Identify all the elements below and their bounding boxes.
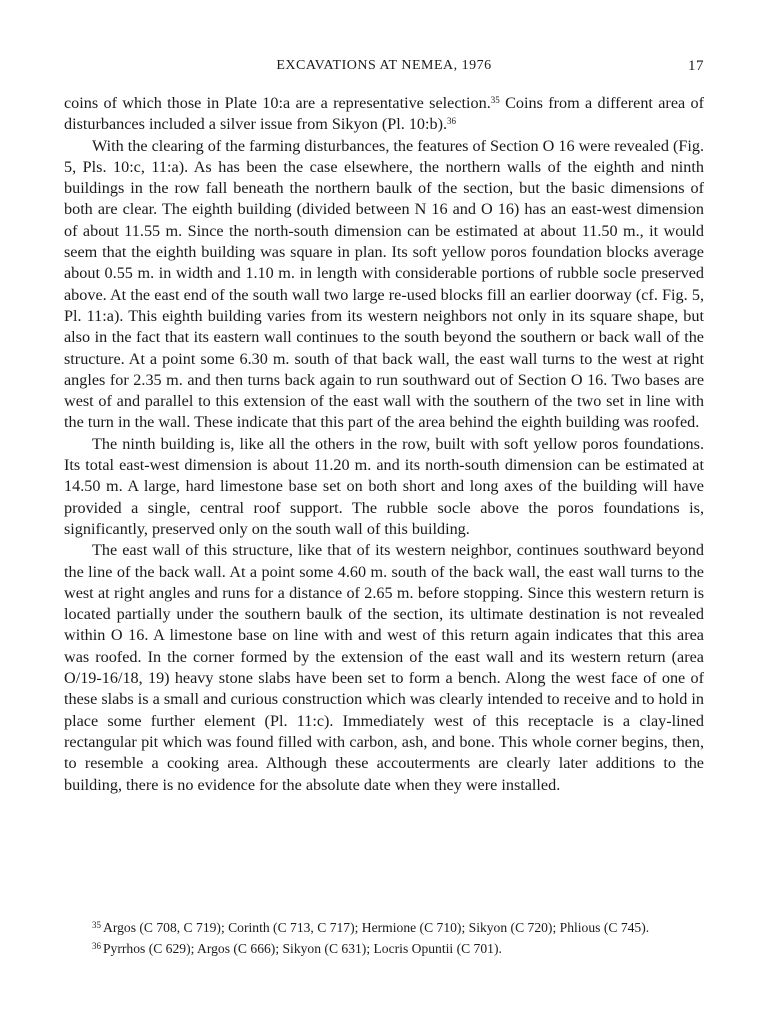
paragraph-continued: [64, 93, 704, 136]
footnote-number: 36: [92, 941, 101, 951]
body-text: [64, 93, 704, 796]
paragraph-eighth-building: With the clearing of the farming disturbances, the features of Section O 16 were revealed (Fig. 5, Pls. 10:c, 11:a). As has been the case elsewhere, the northern walls of the eighth and ninth buildings in the row fall beneath the northern baulk of the section, but the basic dimensions of both are clear. The eighth building (divided between N 16 and O 16) has an east-west dimension of about 11.55 m. Since the north-south dimension can be estimated at about 11.50 m., it would seem that the eighth building was square in plan. Its soft yellow poros foundation blocks average about 0.55 m. in width and 1.10 m. in length with considerable portions of rubble socle preserved above. At the east end of the south wall two large re-used blocks fill an earlier doorway (cf. Fig. 5, Pl. 11:a). This eighth building varies from its western neighbors not only in its square shape, but also in the fact that its eastern wall continues to the south beyond the southern or back wall of the structure. At a point some 6.30 m. south of that back wall, the east wall turns to the west at right angles for 2.35 m. and then turns back again to run southward out of Section O 16. Two bases are west of and parallel to this extension of the east wall with the southern of the two set in line with the turn in the wall. These indicate that this part of the area behind the eighth building was roofed.: [64, 136, 705, 432]
footnote-text: Pyrrhos (C 629); Argos (C 666); Sikyon (C 631); Locris Opuntii (C 701).: [103, 941, 502, 956]
footnote-text: Argos (C 708, C 719); Corinth (C 713, C 717); Hermione (C 710); Sikyon (C 720); Phlious (C 745).: [103, 920, 650, 935]
paragraph-text: coins of which those in Plate 10:a are a representative selection.: [64, 94, 491, 112]
footnotes: [64, 916, 704, 958]
running-head: [64, 58, 704, 80]
running-title: EXCAVATIONS AT NEMEA, 1976: [276, 58, 492, 73]
footnote-reference[interactable]: 35: [490, 95, 500, 105]
footnote: [64, 937, 704, 958]
footnote: [64, 916, 704, 937]
footnote-reference[interactable]: 36: [447, 116, 457, 127]
footnote-number: 35: [92, 920, 101, 930]
paragraph-text: Coins from a different area of disturbances included a silver issue from Sikyon (Pl. 10:b).: [64, 94, 705, 134]
paragraph-east-wall: The east wall of this structure, like that of its western neighbor, continues southward beyond the line of the back wall. At a point some 4.60 m. south of the back wall, the east wall turns to the west at right angles and runs for a distance of 2.65 m. before stopping. Since this western return is located partially under the southern baulk of the section, its ultimate destination is not revealed within O 16. A limestone base on line with and west of this return again indicates that this area was roofed. In the corner formed by the extension of the east wall and its western return (area O/19-16/18, 19) heavy stone slabs have been set to form a bench. Along the west face of one of these slabs is a small and curious construction which was clearly intended to receive and to hold in place some further element (Pl. 11:c). Immediately west of this receptacle is a clay-lined rectangular pit which was found filled with carbon, ash, and bone. This whole corner begins, then, to resemble a cooking area. Although these accouterments are clearly later additions to the building, there is no evidence for the absolute date when they were installed.: [64, 541, 704, 794]
paragraph-ninth-building: The ninth building is, like all the others in the row, built with soft yellow poros foundations. Its total east-west dimension is about 11.20 m. and its north-south dimension can be estimated at 14.50 m. A large, hard limestone base set on both short and long axes of the building will have provided a single, central roof support. The rubble socle above the poros foundations is, significantly, preserved only on the south wall of this building.: [64, 434, 704, 538]
page-number: 17: [688, 58, 704, 74]
